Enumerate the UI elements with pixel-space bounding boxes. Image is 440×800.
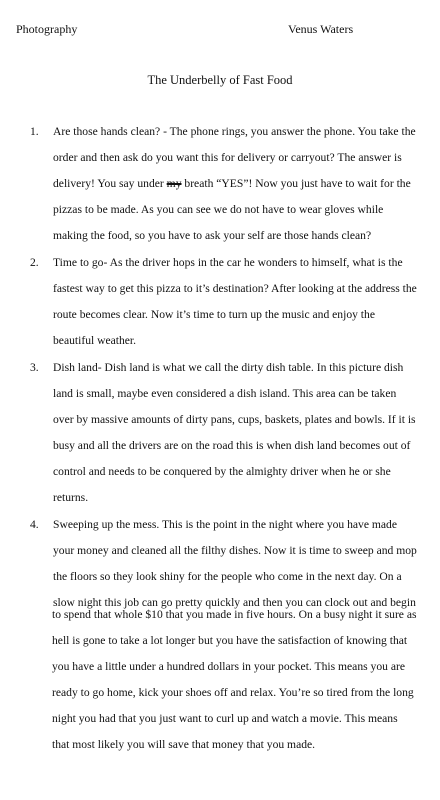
list-item-4 <box>30 512 432 616</box>
struck-word: my <box>166 177 182 190</box>
text-line: ready to go home, kick your shoes off and relax. You’re so tired from the long <box>52 686 414 699</box>
text-line: beautiful weather. <box>53 334 137 347</box>
list-item-number: 2. <box>30 256 39 269</box>
text-line: Time to go- As the driver hops in the car he wonders to himself, what is the <box>53 256 403 269</box>
text-fragment: delivery! You say under <box>53 177 167 190</box>
text-line: control and needs to be conquered by the almighty driver when he or she <box>53 465 391 478</box>
text-line: that most likely you will save that money that you made. <box>52 738 316 751</box>
list-item-1 <box>30 119 432 249</box>
text-line: making the food, so you have to ask your self are those hands clean? <box>53 229 372 242</box>
list-item-number: 3. <box>30 361 39 374</box>
text-line: you have a little under a hundred dollars in your pocket. This means you are <box>52 660 405 673</box>
list-item-number: 4. <box>30 518 39 531</box>
text-line: fastest way to get this pizza to it’s destination? After looking at the address the <box>53 282 417 295</box>
list-item-2 <box>30 250 432 354</box>
text-line: Dish land- Dish land is what we call the dirty dish table. In this picture dish <box>53 361 404 374</box>
text-line: the floors so they look shiny for the people who come in the next day. On a <box>53 570 402 583</box>
text-line: busy and all the drivers are on the road this is when dish land becomes out of <box>53 439 411 452</box>
page-title: The Underbelly of Fast Food <box>147 73 293 87</box>
header-subject: Photography <box>16 22 78 36</box>
text-line: pizzas to be made. As you can see we do not have to wear gloves while <box>53 203 384 216</box>
text-line: order and then ask do you want this for delivery or carryout? The answer is <box>53 151 402 164</box>
text-line: night you had that you just want to curl up and watch a movie. This means <box>52 712 398 725</box>
text-line: returns. <box>53 491 89 504</box>
text-line: slow night this job can go pretty quickly and then you can clock out and begin <box>53 596 416 609</box>
text-fragment: breath “YES”! Now you just have to wait for the <box>181 177 411 190</box>
text-line: over by massive amounts of dirty pans, cups, baskets, plates and bowls. If it is <box>53 413 416 426</box>
numbered-list <box>30 119 432 617</box>
text-line: land is small, maybe even considered a dish island. This area can be taken <box>53 387 397 400</box>
handwritten-correction <box>167 171 182 197</box>
text-line: route becomes clear. Now it’s time to turn up the music and enjoy the <box>53 308 375 321</box>
list-item-3 <box>30 355 432 511</box>
continuation-paragraph <box>52 602 436 758</box>
text-line: Are those hands clean? - The phone rings, you answer the phone. You take the <box>53 125 416 138</box>
text-line: to spend that whole $10 that you made in five hours. On a busy night it sure as <box>52 608 417 621</box>
list-item-number: 1. <box>30 125 39 138</box>
text-line: your money and cleaned all the filthy dishes. Now it is time to sweep and mop <box>53 544 417 557</box>
text-line: Sweeping up the mess. This is the point in the night where you have made <box>53 518 397 531</box>
text-line: hell is gone to take a lot longer but you have the satisfaction of knowing that <box>52 634 408 647</box>
header-author: Venus Waters <box>288 22 354 36</box>
edited-text-line <box>53 171 432 197</box>
